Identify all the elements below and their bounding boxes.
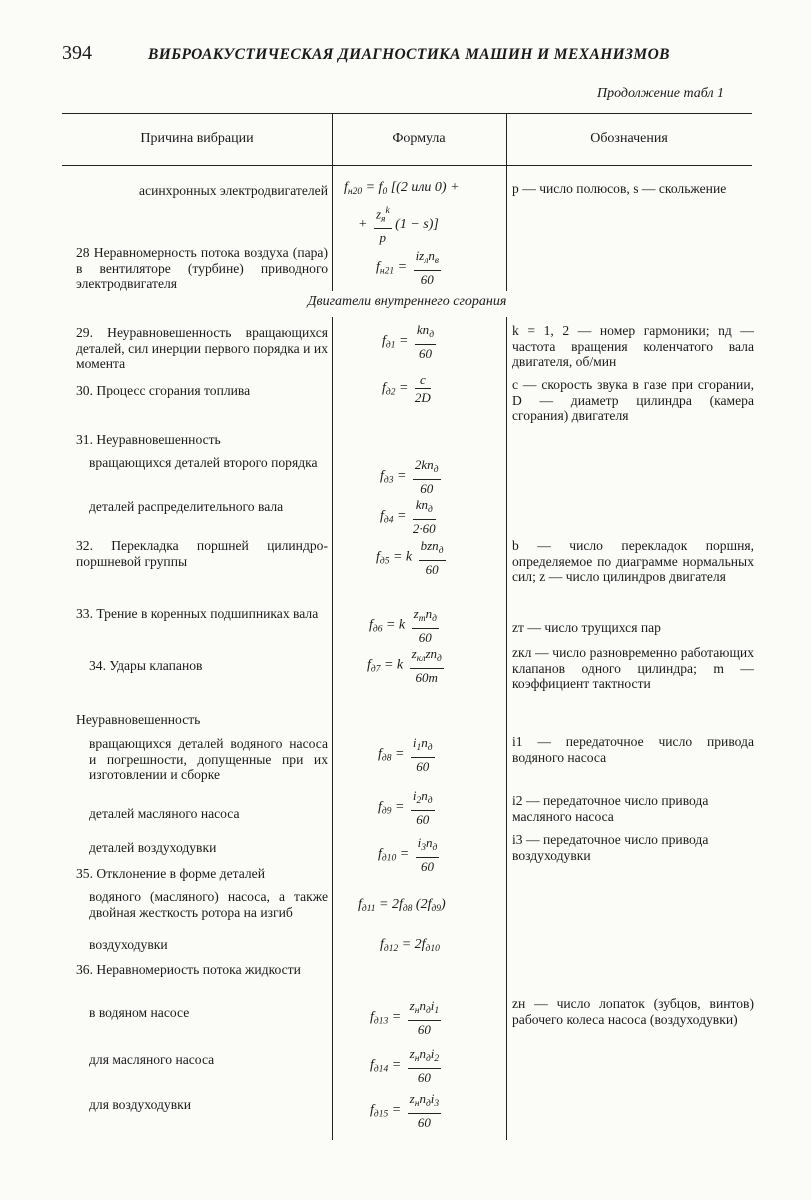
notation-36-sub1: zн — число лопаток (зубцов, винтов) рабочего колеса насоса (воздуходувки) (512, 996, 754, 1027)
formula-fd1: $f_{д1}$ = $\frac{kn_д}{60}$ (382, 322, 434, 361)
formula-fd13: $f_{д13}$ = $\frac{z_нn_дi_1}{60}$ (370, 998, 440, 1037)
cause-31: 31. Неуравновешенность (76, 432, 221, 447)
cause-31-sub2: деталей распределительного вала (89, 499, 284, 514)
formula-fd11: $f_{д11} = 2f_{д8}$ $(2f_{д9})$ (358, 897, 446, 914)
cause-28: 28 Неравномерность потока воздуха (пара) в вентиляторе (турбине) приводного электродвигателя (76, 245, 328, 291)
notation-32: b — число перекладок поршня, определяемое по диаграмме нормальных сил; z — число цилиндров двигателя (512, 538, 754, 584)
formula-fd3: $f_{д3}$ = $\frac{2kn_д}{60}$ (380, 457, 439, 496)
formula-fd6: $f_{д6} = k$ $\frac{z_тn_д}{60}$ (369, 606, 437, 645)
notation-33: zт — число трущихся пар (512, 620, 661, 635)
column-divider-2-bottom (506, 317, 507, 1140)
cause-unbalance-sub2: деталей масляного насоса (89, 806, 240, 821)
formula-fd7: $f_{д7} = k$ $\frac{z_{кл}zn_д}{60m}$ (367, 646, 442, 685)
cause-29: 29. Неуравновешенность вращающихся деталей, сил инерции первого порядка и их момента (76, 325, 328, 371)
column-divider-1-bottom (332, 317, 333, 1140)
cause-35-sub2: воздуходувки (89, 937, 168, 952)
formula-fd12: $f_{д12} = 2f_{д10}$ (380, 937, 440, 954)
formula-fn20-line1: $f_{н20} = f_0$ [(2 или 0) + (344, 180, 460, 197)
notation-34: zкл — число разновременно работающих клапанов одного цилиндра; m — коэффициент тактности (512, 645, 754, 691)
cause-34: 34. Удары клапанов (89, 658, 203, 673)
notation-unbalance-sub3: i3 — передаточное число привода воздуходувки (512, 832, 709, 863)
table-header-rule (62, 165, 752, 166)
column-header-formula: Формула (392, 131, 446, 146)
page-number: 394 (62, 42, 92, 64)
cause-35: 35. Отклонение в форме деталей (76, 866, 265, 881)
cause-36: 36. Неравномериость потока жидкости (76, 962, 301, 977)
cause-35-sub1: водяного (масляного) насоса, а также двойная жесткость ротора на изгиб (89, 889, 328, 920)
cause-unbalance: Неуравновешенность (76, 712, 201, 727)
formula-fd4: $f_{д4}$ = $\frac{kn_д}{2\cdot 60}$ (380, 497, 436, 536)
cause-31-sub1: вращающихся деталей второго порядка (89, 455, 318, 470)
notation-async: p — число полюсов, s — скольжение (512, 181, 727, 196)
cause-33: 33. Трение в коренных подшипниках вала (76, 606, 319, 621)
table-top-rule (62, 113, 752, 114)
cause-30: 30. Процесс сгорания топлива (76, 383, 251, 398)
column-header-cause: Причина вибрации (140, 131, 254, 146)
cause-async: асинхронных электродвигателей (139, 183, 328, 198)
formula-fd14: $f_{д14}$ = $\frac{z_нn_дi_2}{60}$ (370, 1046, 440, 1085)
running-title: ВИБРОАКУСТИЧЕСКАЯ ДИАГНОСТИКА МАШИН И МЕХАНИЗМОВ (148, 46, 670, 63)
notation-30: c — скорость звука в газе при сгорании, D — диаметр цилиндра (камера сгорания) двигателя (512, 377, 754, 423)
cause-36-sub3: для воздуходувки (89, 1097, 192, 1112)
formula-fd10: $f_{д10}$ = $\frac{i_3n_д}{60}$ (378, 835, 438, 874)
formula-fd9: $f_{д9}$ = $\frac{i_2n_д}{60}$ (378, 788, 433, 827)
formula-fd5: $f_{д5} = k$ $\frac{bzn_д}{60}$ (376, 538, 444, 577)
formula-fd15: $f_{д15}$ = $\frac{z_нn_дi_3}{60}$ (370, 1091, 440, 1130)
formula-fd2: $f_{д2}$ = $\frac{c}{2D}$ (382, 372, 431, 405)
cause-36-sub2: для масляного насоса (89, 1052, 215, 1067)
formula-fn20-line2: + $\frac{z_я^k}{p}$ (1 − s)] (358, 206, 439, 246)
section-ice: Двигатели внутреннего сгорания (307, 294, 507, 309)
cause-unbalance-sub1: вращающихся деталей водяного насоса и погрешности, допущенные при их изготовлении и сборке (89, 736, 328, 782)
formula-fn21: $f_{н21}$ = $\frac{iz_лn_в}{60}$ (376, 248, 440, 287)
column-header-notation: Обозначения (590, 131, 668, 146)
notation-unbalance-sub1: i1 — передаточное число привода водяного насоса (512, 734, 754, 765)
cause-32: 32. Перекладка поршней цилиндро-поршневой группы (76, 538, 328, 569)
notation-29: k = 1, 2 — номер гармоники; nд — частота вращения коленчатого вала двигателя, об/мин (512, 323, 754, 369)
formula-fd8: $f_{д8}$ = $\frac{i_1n_д}{60}$ (378, 735, 433, 774)
cause-unbalance-sub3: деталей воздуходувки (89, 840, 217, 855)
notation-unbalance-sub2: i2 — передаточное число привода масляного насоса (512, 793, 709, 824)
cause-36-sub1: в водяном насосе (89, 1005, 190, 1020)
continuation-label: Продолжение табл 1 (597, 86, 725, 101)
